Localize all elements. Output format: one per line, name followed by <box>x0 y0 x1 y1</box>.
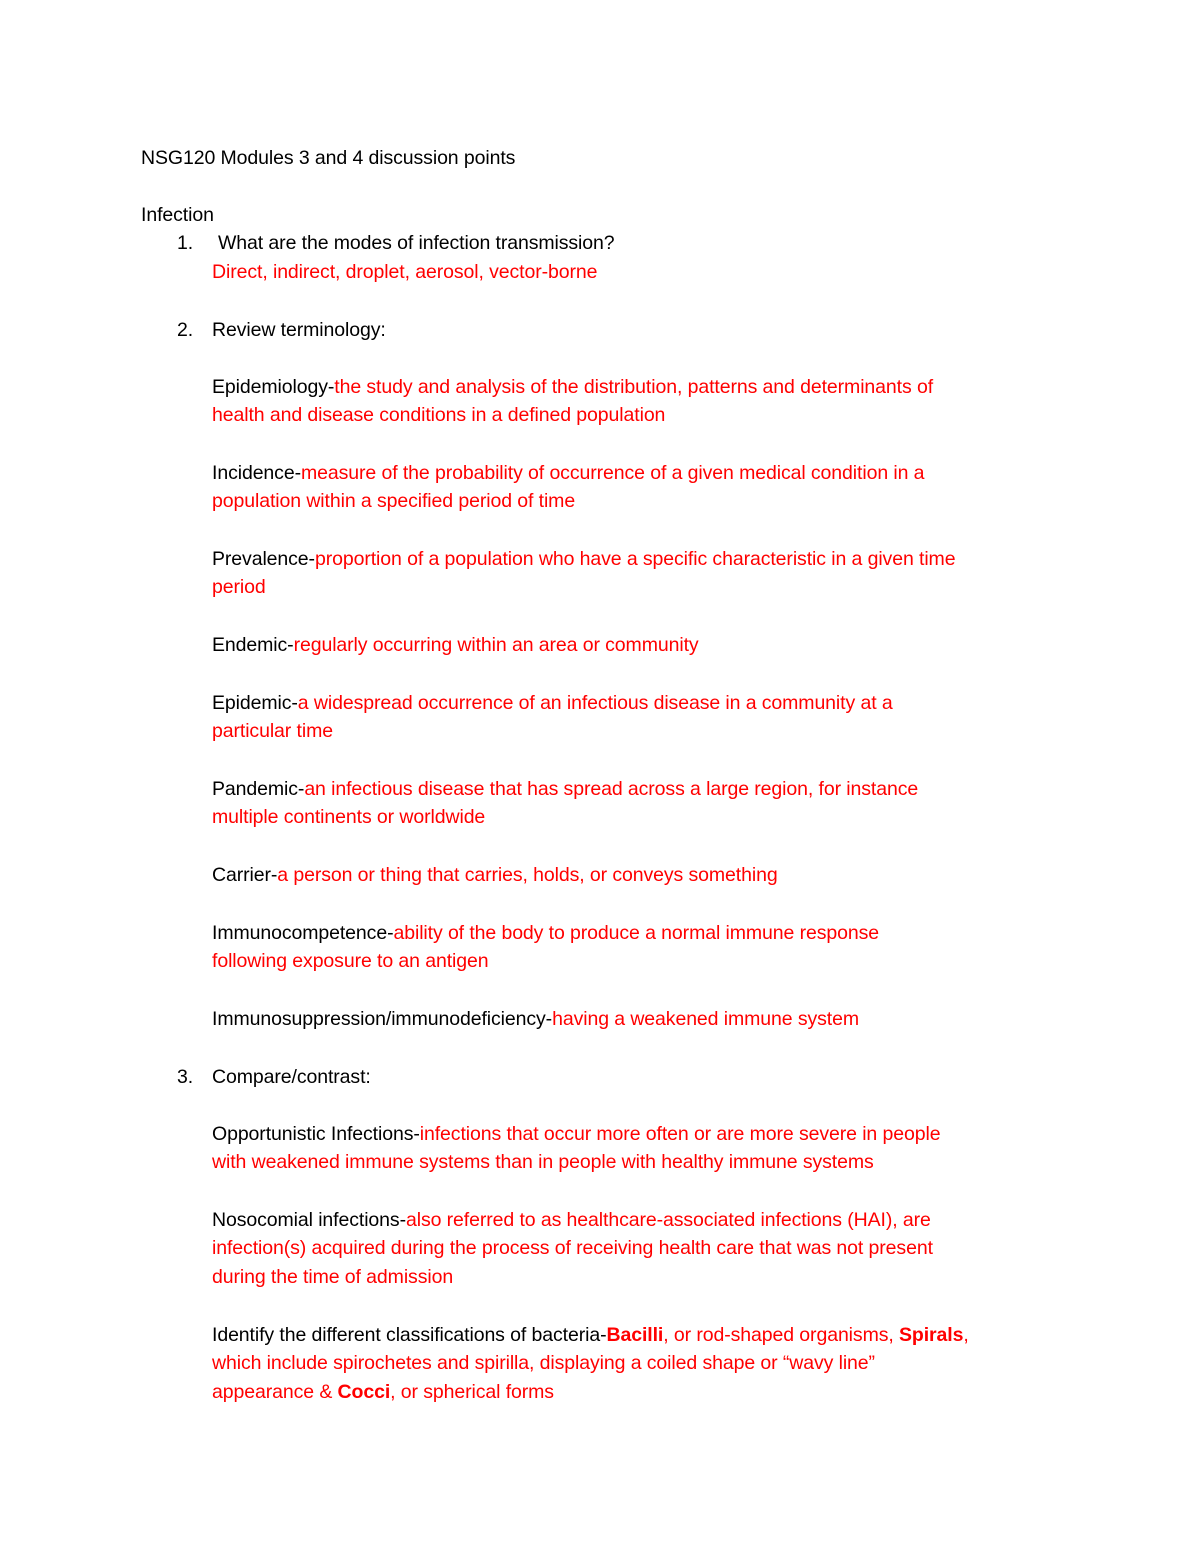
cocci-description: , or spherical forms <box>390 1381 554 1403</box>
document-title: NSG120 Modules 3 and 4 discussion points <box>141 147 516 169</box>
term-definition: regularly occurring within an area or community <box>293 634 699 656</box>
bacilli-term: Bacilli <box>606 1324 664 1346</box>
bacilli-description: , or rod-shaped organisms, <box>663 1324 899 1346</box>
term-definition: ability of the body to produce a normal immune response <box>393 922 879 944</box>
term-epidemic <box>212 689 893 717</box>
term-label: Endemic- <box>212 634 294 656</box>
q1-answer: Direct, indirect, droplet, aerosol, vector-borne <box>212 261 598 283</box>
term-endemic <box>212 631 699 659</box>
q3-number: 3. <box>177 1066 194 1088</box>
cocci-term: Cocci <box>337 1381 391 1403</box>
item-opportunistic-infections <box>212 1120 940 1148</box>
term-definition: having a weakened immune system <box>552 1008 859 1030</box>
term-definition: measure of the probability of occurrence of a given medical condition in a <box>300 462 925 484</box>
term-definition-cont: population within a specified period of time <box>212 490 576 512</box>
term-definition: also referred to as healthcare-associated infections (HAI), are <box>405 1209 931 1231</box>
term-label: Prevalence- <box>212 548 315 570</box>
term-carrier <box>212 861 778 889</box>
term-label: Pandemic- <box>212 778 305 800</box>
term-definition-cont: period <box>212 576 266 598</box>
term-label: Incidence- <box>212 462 301 484</box>
q1-text: What are the modes of infection transmission? <box>218 232 615 254</box>
term-definition: a person or thing that carries, holds, or conveys something <box>277 864 778 886</box>
term-definition: the study and analysis of the distribution, patterns and determinants of <box>334 376 934 398</box>
bacteria-definition-cont: which include spirochetes and spirilla, displaying a coiled shape or “wavy line” <box>212 1352 875 1374</box>
bacteria-definition-cont <box>212 1378 554 1406</box>
term-definition: infections that occur more often or are more severe in people <box>419 1123 941 1145</box>
term-label: Immunosuppression/immunodeficiency- <box>212 1008 553 1030</box>
term-label: Identify the different classifications of bacteria- <box>212 1324 607 1346</box>
spirals-term: Spirals <box>899 1324 964 1346</box>
q2-number: 2. <box>177 319 194 341</box>
term-label: Epidemiology- <box>212 376 335 398</box>
q2-text: Review terminology: <box>212 319 386 341</box>
q3-text: Compare/contrast: <box>212 1066 371 1088</box>
term-label: Immunocompetence- <box>212 922 394 944</box>
term-definition-cont: with weakened immune systems than in people with healthy immune systems <box>212 1151 874 1173</box>
spirals-comma: , <box>963 1324 969 1346</box>
term-label: Epidemic- <box>212 692 298 714</box>
term-incidence <box>212 459 924 487</box>
section-heading: Infection <box>141 204 214 226</box>
term-definition: a widespread occurrence of an infectious disease in a community at a <box>297 692 893 714</box>
term-definition-cont: particular time <box>212 720 333 742</box>
term-definition-cont: following exposure to an antigen <box>212 950 489 972</box>
term-label: Carrier- <box>212 864 278 886</box>
term-prevalence <box>212 545 955 573</box>
term-immunocompetence <box>212 919 879 947</box>
item-bacteria-classification <box>212 1321 969 1349</box>
term-definition-cont: health and disease conditions in a defined population <box>212 404 666 426</box>
term-definition: proportion of a population who have a specific characteristic in a given time <box>314 548 956 570</box>
term-immunosuppression <box>212 1005 859 1033</box>
term-definition: an infectious disease that has spread across a large region, for instance <box>304 778 919 800</box>
term-definition-cont: multiple continents or worldwide <box>212 806 486 828</box>
term-epidemiology <box>212 373 933 401</box>
term-label: Nosocomial infections- <box>212 1209 406 1231</box>
cocci-prefix: appearance & <box>212 1381 338 1403</box>
term-pandemic <box>212 775 918 803</box>
term-label: Opportunistic Infections- <box>212 1123 420 1145</box>
item-nosocomial-infections <box>212 1206 931 1234</box>
term-definition-cont: infection(s) acquired during the process of receiving health care that was not present <box>212 1237 933 1259</box>
q1-number: 1. <box>177 232 194 254</box>
term-definition-cont: during the time of admission <box>212 1266 454 1288</box>
